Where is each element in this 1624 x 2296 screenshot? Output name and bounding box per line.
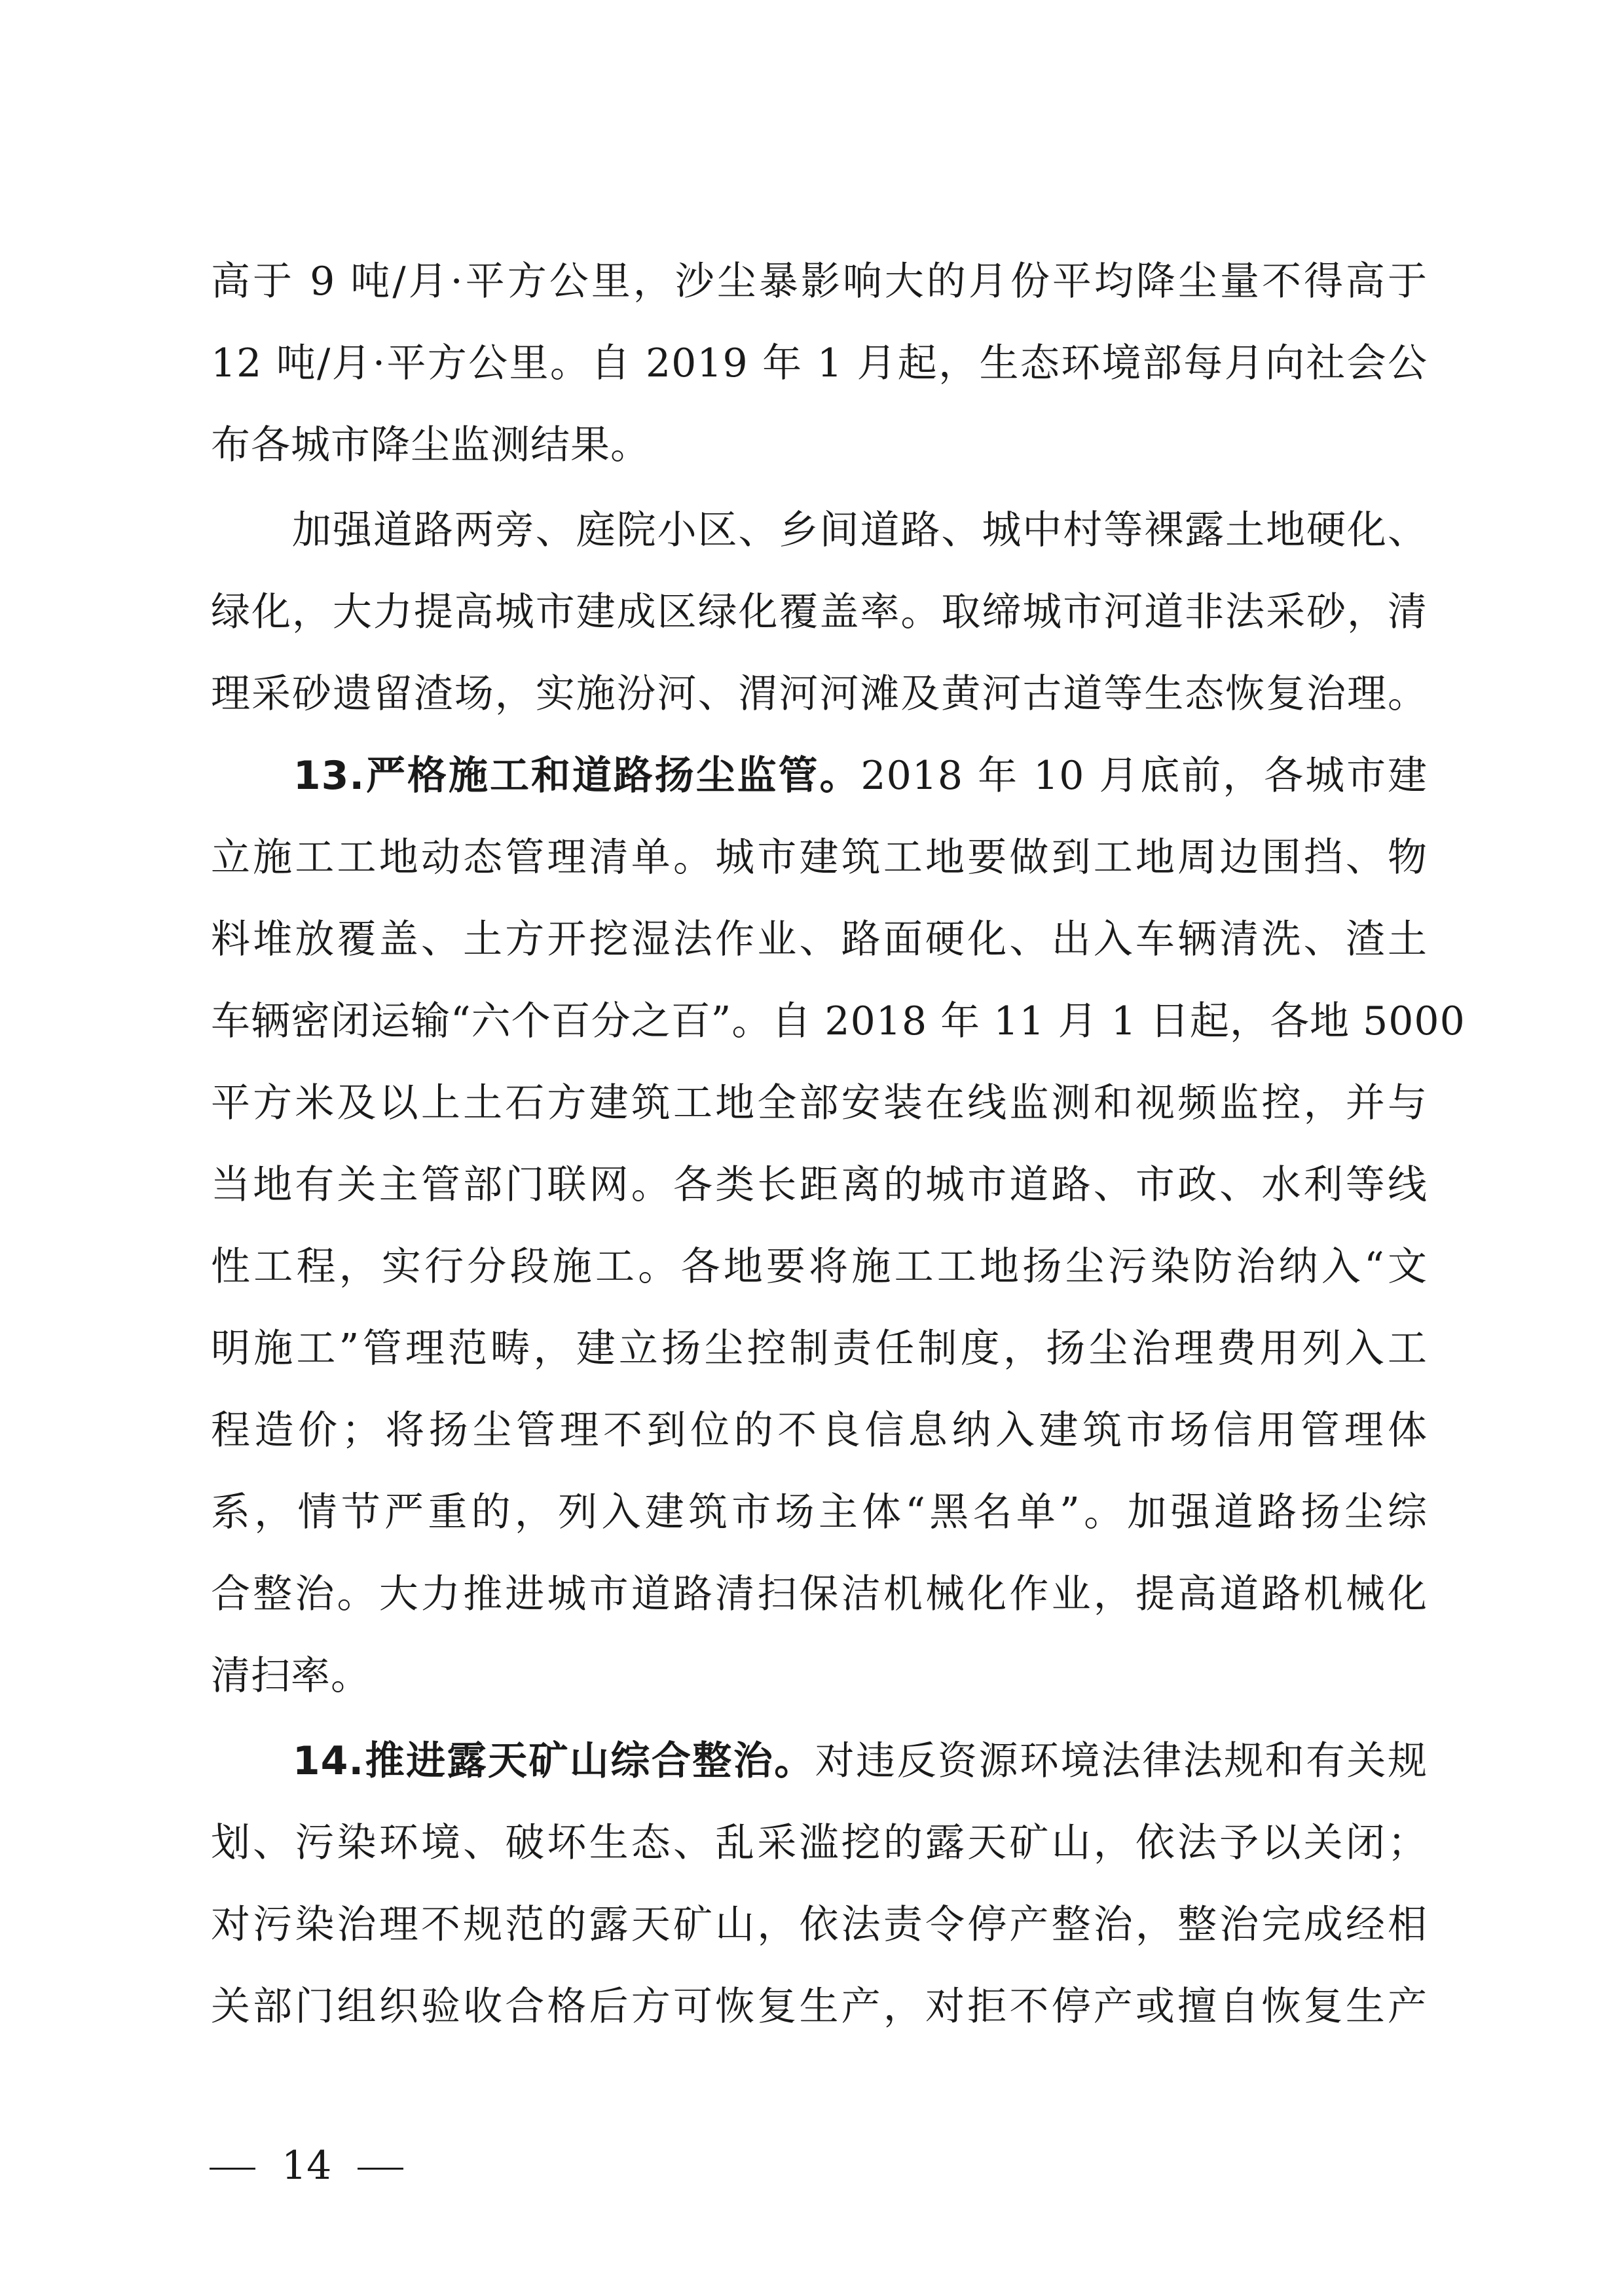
text-line: 当地有关主管部门联网。各类长距离的城市道路、市政、水利等线 [211,1162,1428,1208]
section-heading-13: 13.严格施工和道路扬尘监管。 [293,753,861,799]
text-line: 明施工”管理范畴，建立扬尘控制责任制度，扬尘治理费用列入工 [211,1326,1428,1372]
text-line: 划、污染环境、破坏生态、乱采滥挖的露天矿山，依法予以关闭； [211,1820,1428,1866]
section-heading-14: 14.推进露天矿山综合整治。 [292,1738,815,1784]
text-line: 性工程，实行分段施工。各地要将施工工地扬尘污染防治纳入“文 [211,1244,1428,1290]
section-heading-line: 14.推进露天矿山综合整治。对违反资源环境法律法规和有关规 [292,1738,1428,1784]
text-line: 合整治。大力推进城市道路清扫保洁机械化作业，提高道路机械化 [211,1571,1428,1617]
text-line: 料堆放覆盖、土方开挖湿法作业、路面硬化、出入车辆清洗、渣土 [211,917,1428,962]
text-line: 绿化，大力提高城市建成区绿化覆盖率。取缔城市河道非法采砂，清 [211,589,1428,635]
text-line: 高于 9 吨/月·平方公里，沙尘暴影响大的月份平均降尘量不得高于 [211,259,1428,304]
text-line: 立施工工地动态管理清单。城市建筑工地要做到工地周边围挡、物 [211,835,1428,881]
page-number [210,2140,403,2192]
text-line: 车辆密闭运输“六个百分之百”。自 2018 年 11 月 1 日起，各地 5000 [211,998,1466,1044]
section-heading-line: 13.严格施工和道路扬尘监管。2018 年 10 月底前，各城市建 [293,753,1428,799]
text-line: 对污染治理不规范的露天矿山，依法责令停产整治，整治完成经相 [211,1902,1428,1948]
text-line: 12 吨/月·平方公里。自 2019 年 1 月起，生态环境部每月向社会公 [211,340,1428,386]
text-line: 系，情节严重的，列入建筑市场主体“黑名单”。加强道路扬尘综 [211,1489,1428,1535]
page-number-left-dash [210,2168,255,2170]
page-number-right-dash [358,2168,403,2170]
text-line: 关部门组织验收合格后方可恢复生产，对拒不停产或擅自恢复生产 [211,1984,1428,2030]
page-number-value: 14 [282,2143,332,2189]
text-line: 平方米及以上土石方建筑工地全部安装在线监测和视频监控，并与 [211,1080,1428,1126]
text-line: 加强道路两旁、庭院小区、乡间道路、城中村等裸露土地硬化、 [211,507,1428,553]
text-line: 布各城市降尘监测结果。 [211,422,650,468]
text-line: 清扫率。 [211,1653,371,1699]
text-line: 程造价；将扬尘管理不到位的不良信息纳入建筑市场信用管理体 [211,1408,1428,1453]
text-line: 理采砂遗留渣场，实施汾河、渭河河滩及黄河古道等生态恢复治理。 [211,671,1428,717]
